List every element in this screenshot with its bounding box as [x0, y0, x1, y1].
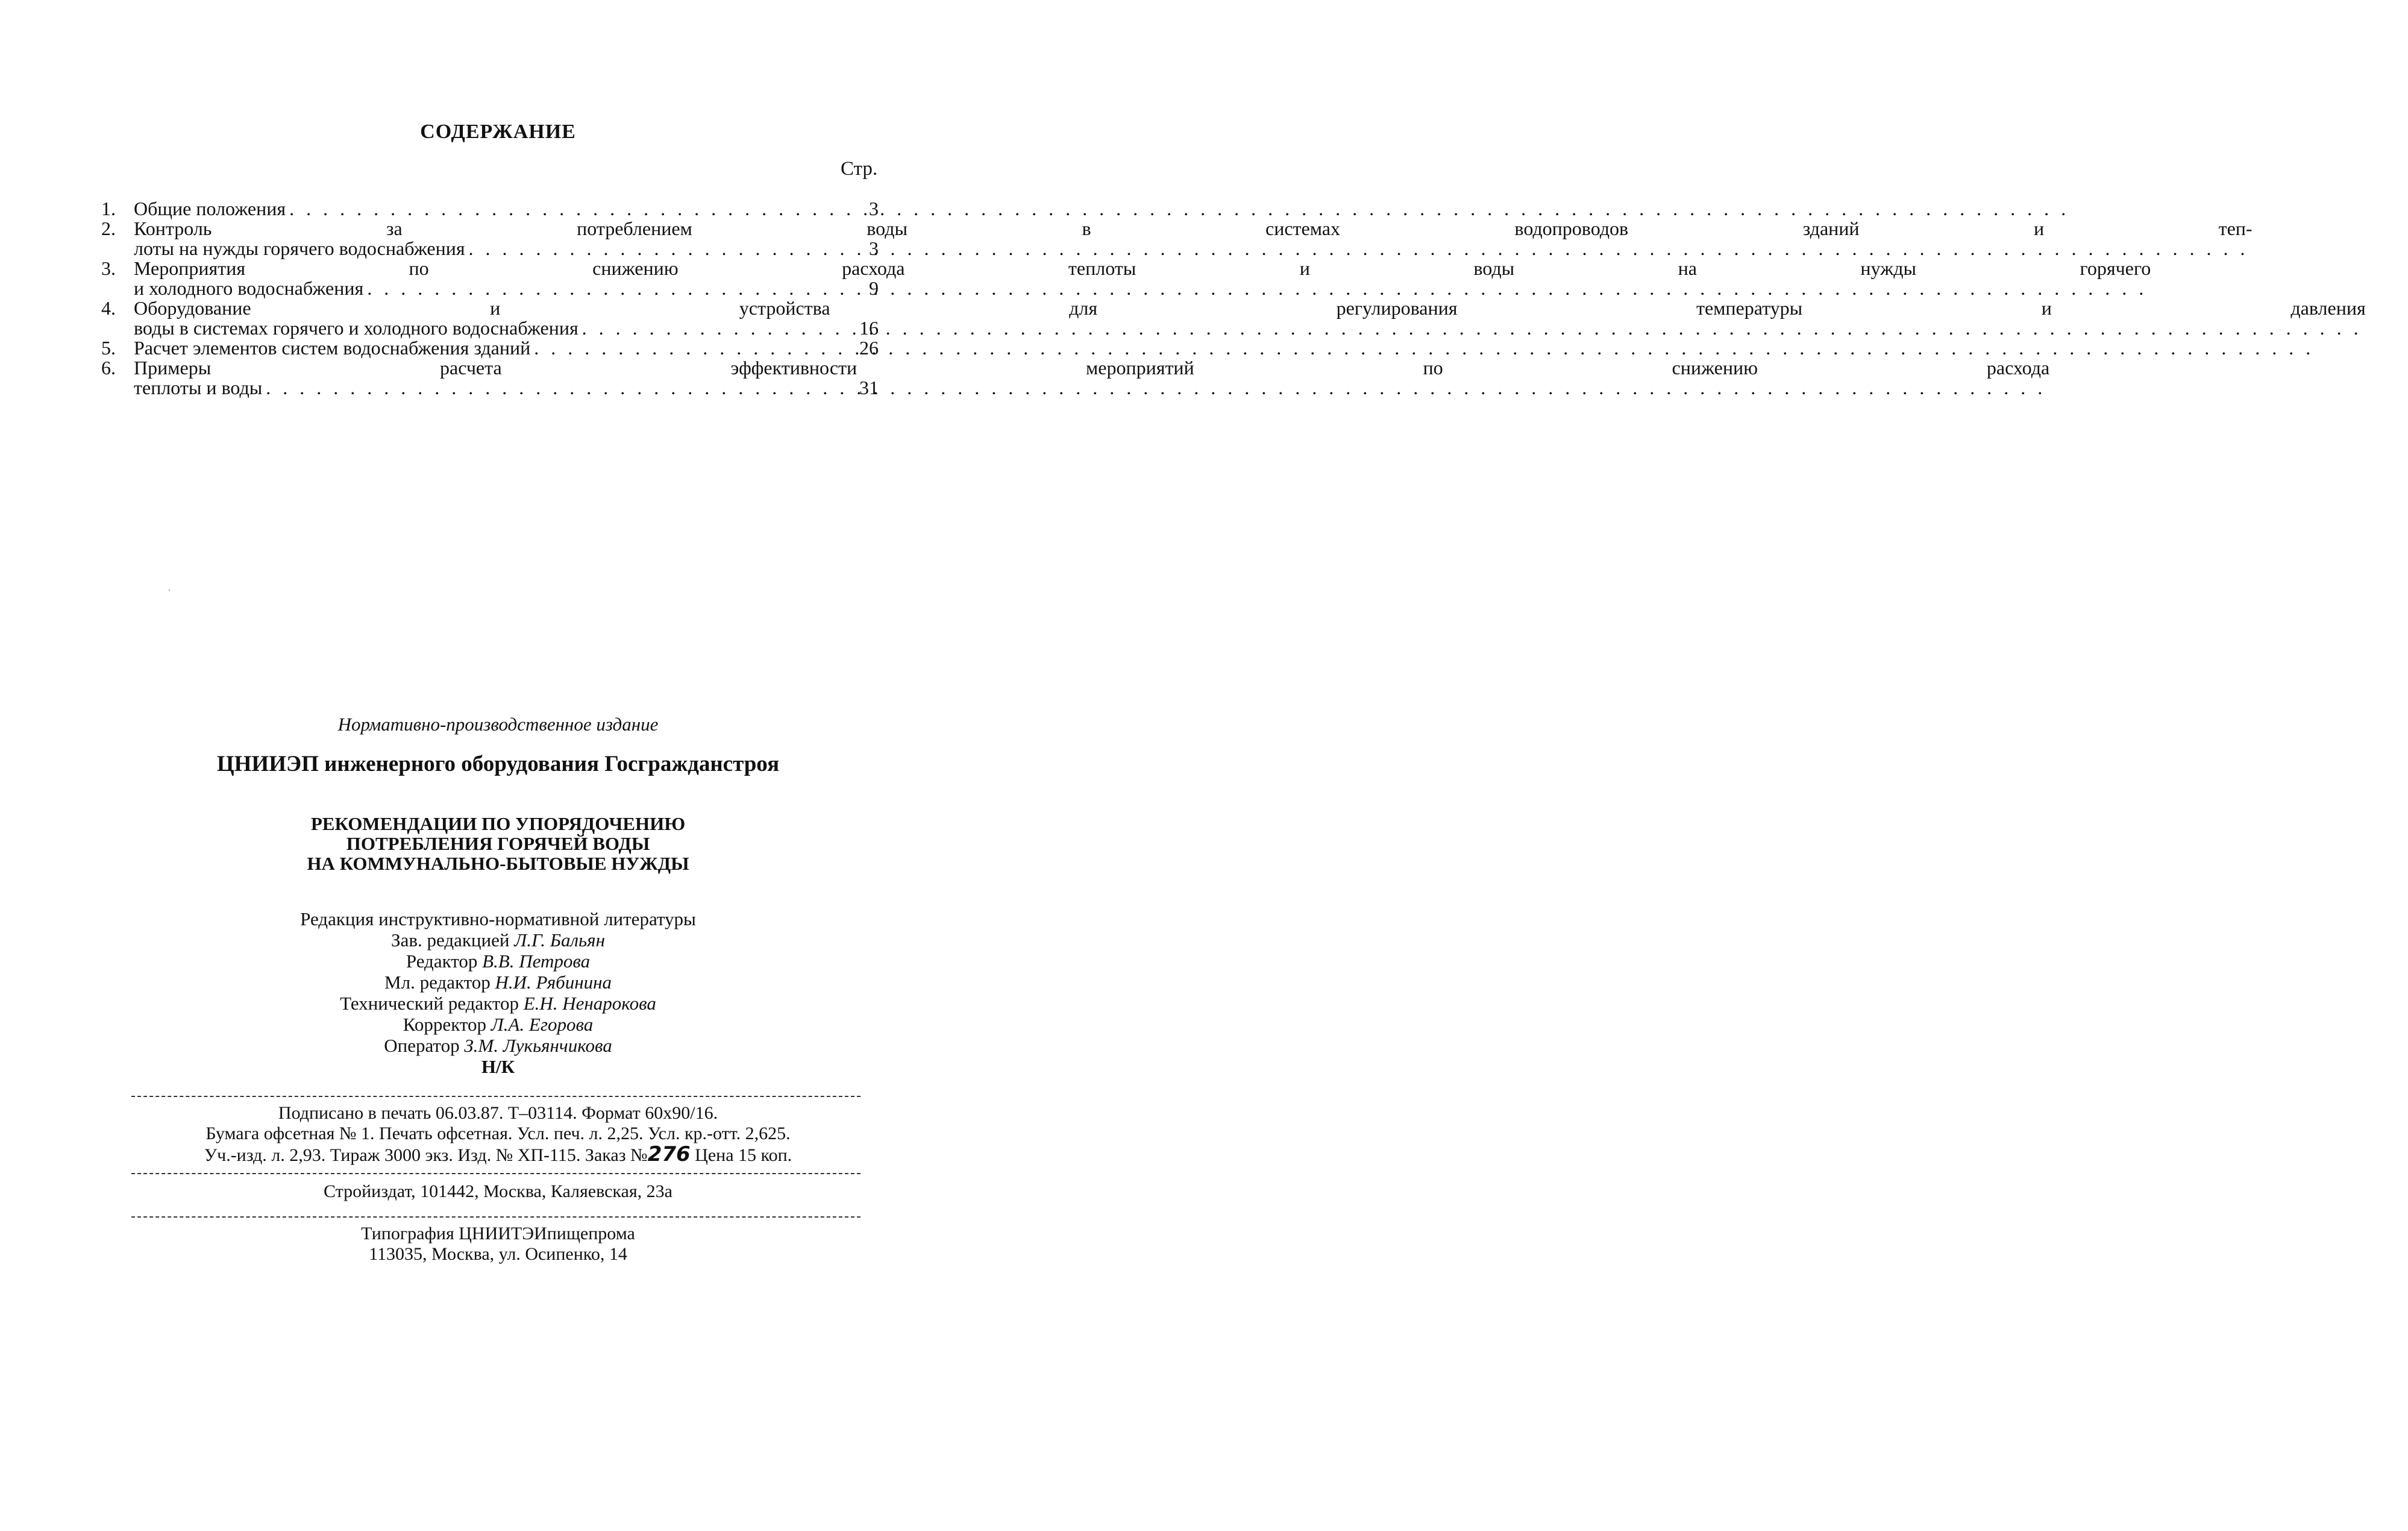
toc-item-title: Расчет элементов систем водоснабжения зданий: [134, 337, 531, 359]
typography-line: 113035, Москва, ул. Осипенко, 14: [369, 1244, 627, 1264]
scan-speck: [169, 589, 170, 591]
print-info-text: Уч.-изд. л. 2,93. Тираж 3000 экз. Изд. № ХП-115. Заказ №: [204, 1145, 648, 1165]
print-info-line: Подписано в печать 06.03.87. Т–03114. Формат 60х90/16.: [278, 1103, 718, 1123]
toc-item-title-line: Примеры расчета эффективности мероприятий по снижению расхода: [134, 357, 2050, 379]
dot-leader: [469, 239, 2249, 259]
credit-role: Мл. редактор: [384, 972, 495, 993]
typography-info: [0, 1224, 996, 1265]
credit-person: З.М. Лукьянчикова: [464, 1035, 612, 1056]
credit-line: [0, 929, 996, 951]
credit-line: [0, 972, 996, 993]
toc-item-title: и холодного водоснабжения: [134, 277, 364, 299]
toc-page-number: 31: [859, 377, 879, 398]
toc-item-title: лоты на нужды горячего водоснабжения: [134, 237, 465, 259]
toc-item-number: 1.: [101, 198, 116, 219]
credit-role: Корректор: [403, 1014, 491, 1035]
toc-page-number: 26: [859, 337, 879, 359]
credit-role: Редактор: [406, 951, 483, 972]
book-title: [0, 814, 996, 873]
credit-role: Технический редактор: [340, 993, 524, 1014]
toc-item-number: 2.: [101, 218, 116, 239]
toc-item-title-line: Оборудование и устройства для регулирования температуры и давления: [134, 297, 2366, 319]
toc-item-title: воды в системах горячего и холодного водоснабжения: [134, 317, 578, 339]
print-info-line: Бумага офсетная № 1. Печать офсетная. Усл. печ. л. 2,25. Усл. кр.-отт. 2,625.: [205, 1124, 791, 1143]
divider: [131, 1096, 861, 1097]
credit-person: Л.Г. Бальян: [514, 929, 605, 951]
table-of-contents: [101, 198, 2366, 398]
toc-page-number: 3: [869, 198, 879, 219]
toc-item[interactable]: [101, 218, 2253, 259]
toc-item[interactable]: [101, 357, 2050, 398]
toc-item-number: 3.: [101, 257, 116, 279]
publisher-address: Стройиздат, 101442, Москва, Каляевская, 23а: [324, 1181, 673, 1201]
credit-person: В.В. Петрова: [482, 951, 591, 972]
credit-line: [0, 1014, 996, 1035]
price-text: Цена 15 коп.: [690, 1145, 792, 1165]
toc-item-number: 4.: [101, 297, 116, 319]
order-number: 276: [647, 1142, 691, 1166]
credit-role: Оператор: [384, 1035, 465, 1056]
page-column-label: Стр.: [841, 158, 878, 180]
credit-person: Н.И. Рябинина: [495, 972, 612, 993]
toc-item-number: 6.: [101, 357, 116, 379]
credit-role: Зав. редакцией: [391, 929, 515, 951]
book-title-line: ПОТРЕБЛЕНИЯ ГОРЯЧЕЙ ВОДЫ: [346, 833, 650, 854]
toc-item-title-line: Контроль за потреблением воды в системах водопроводов зданий и теп-: [134, 218, 2253, 239]
print-info: [0, 1103, 996, 1166]
toc-item[interactable]: [101, 257, 2151, 299]
publication-type: Нормативно-производственное издание: [337, 714, 659, 735]
credit-person: Л.А. Егорова: [491, 1014, 594, 1035]
nk-mark: Н/К: [481, 1056, 515, 1077]
print-info-line: [0, 1144, 996, 1166]
book-title-line: РЕКОМЕНДАЦИИ ПО УПОРЯДОЧЕНИЮ: [310, 813, 686, 834]
toc-item[interactable]: [101, 338, 879, 358]
divider: [131, 1216, 861, 1218]
typography-line: Типография ЦНИИТЭИпищепрома: [361, 1224, 635, 1243]
organization-name: ЦНИИЭП инженерного оборудования Госгражданстроя: [216, 752, 780, 776]
toc-item-title-line: Мероприятия по снижению расхода теплоты и воды на нужды горячего: [134, 257, 2151, 279]
contents-title: СОДЕРЖАНИЕ: [420, 121, 576, 143]
editorial-office: Редакция инструктивно-нормативной литературы: [300, 908, 696, 929]
credit-line: [0, 993, 996, 1014]
credit-line: [0, 951, 996, 972]
toc-page-number: 16: [859, 317, 879, 339]
credits-block: [0, 908, 996, 1077]
credit-line: [0, 1035, 996, 1056]
toc-item-title: теплоты и воды: [134, 377, 263, 398]
toc-item-title: Общие положения: [134, 198, 286, 219]
toc-item[interactable]: [101, 199, 879, 219]
toc-page-number: 3: [869, 237, 879, 259]
toc-item-number: 5.: [101, 337, 116, 359]
dot-leader: [266, 378, 2046, 398]
toc-item[interactable]: [101, 297, 2366, 339]
dot-leader: [367, 278, 2147, 298]
toc-page-number: 9: [869, 277, 879, 299]
credit-person: Е.Н. Ненарокова: [523, 993, 656, 1014]
dot-leader: [534, 338, 2314, 358]
divider: [131, 1173, 861, 1174]
book-title-line: НА КОММУНАЛЬНО-БЫТОВЫЕ НУЖДЫ: [307, 853, 689, 874]
dot-leader: [289, 199, 2069, 219]
